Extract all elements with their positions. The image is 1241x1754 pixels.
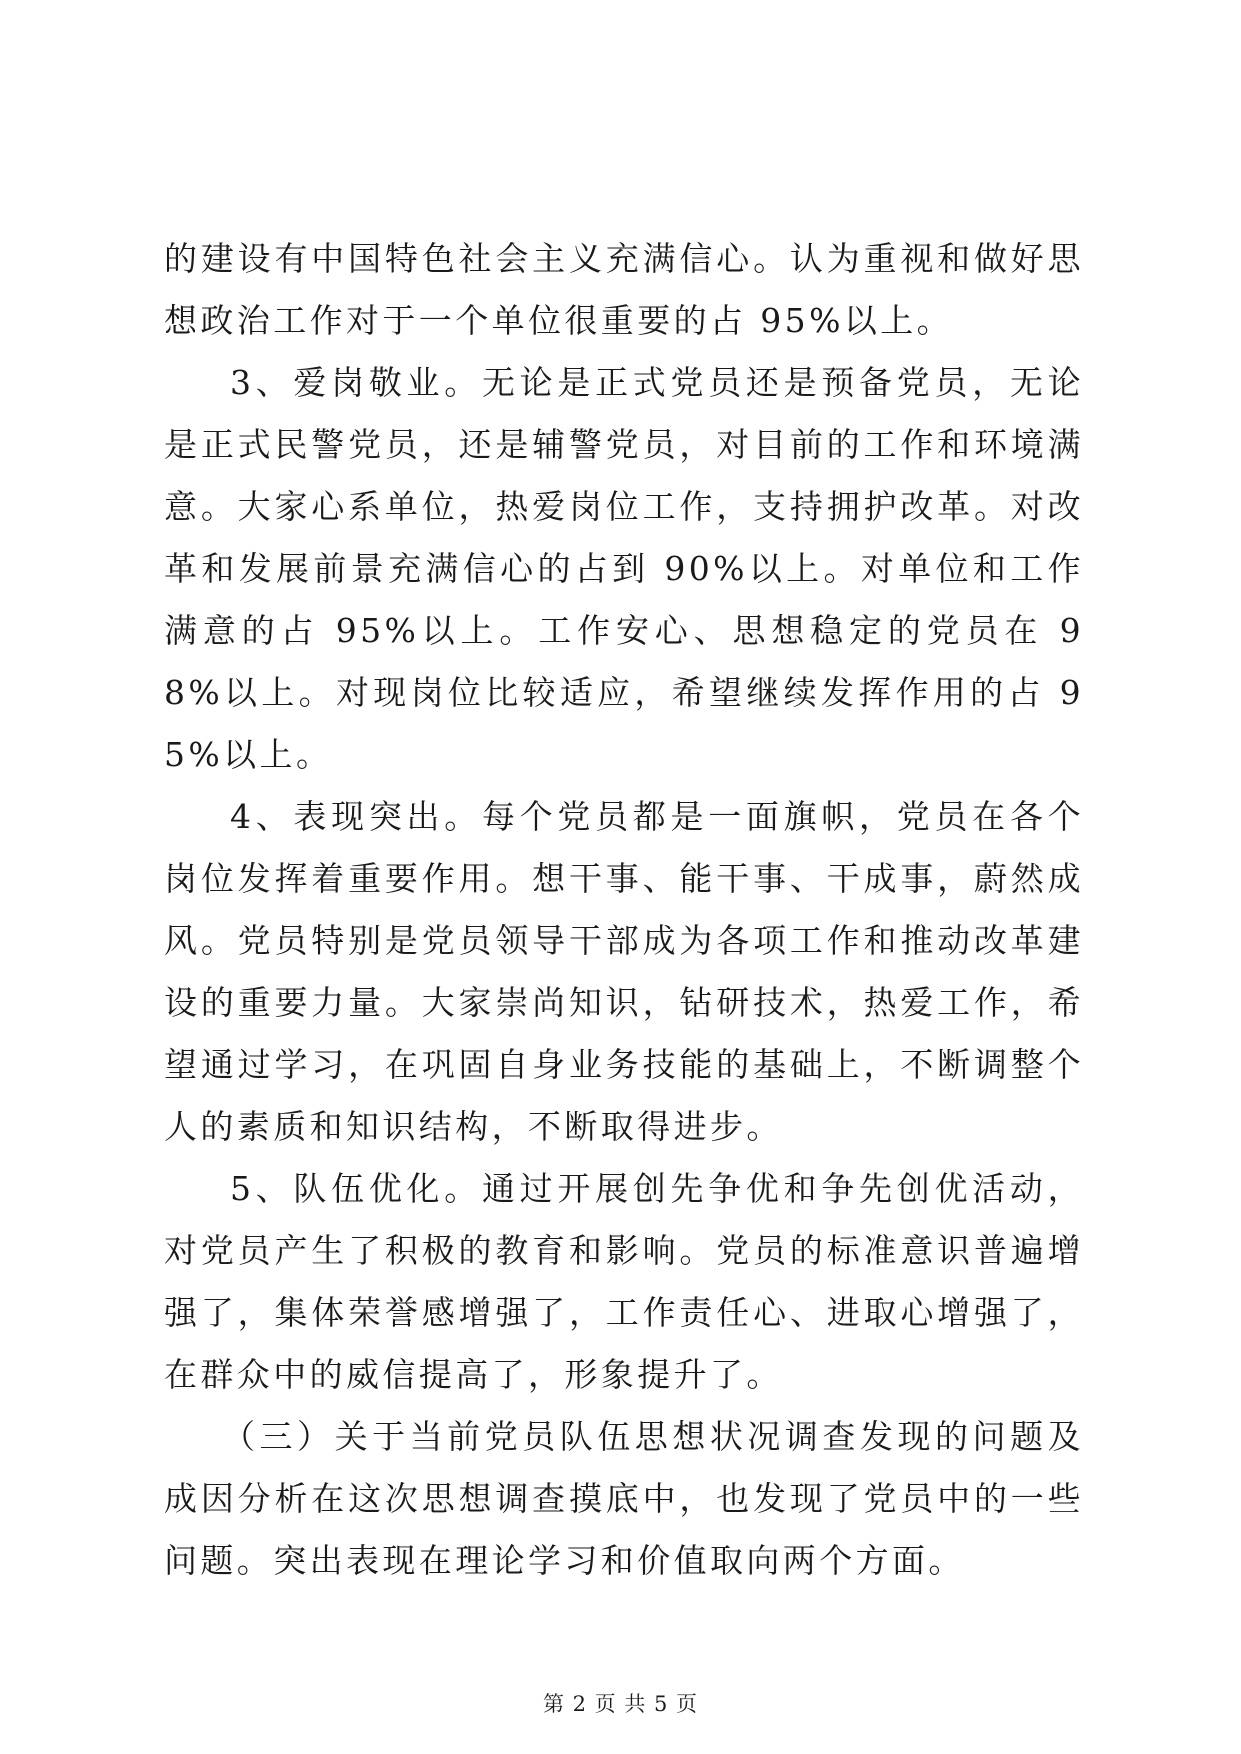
page-number-footer: 第 2 页 共 5 页 <box>542 1692 699 1716</box>
document-body <box>164 228 1084 1592</box>
paragraph-continuation: 的建设有中国特色社会主义充满信心。认为重视和做好思想政治工作对于一个单位很重要的占 95%以上。 <box>164 239 1084 340</box>
paragraph-item-3: 3、爱岗敬业。无论是正式党员还是预备党员，无论是正式民警党员，还是辅警党员，对目前的工作和环境满意。大家心系单位，热爱岗位工作，支持拥护改革。对改革和发展前景充满信心的占到 90%以上。对单位和工作满意的占 95%以上。工作安心、思想稳定的党员在 98%以上。对现岗位比较适应，希望继续发挥作用的占 95%以上。 <box>164 363 1084 774</box>
paragraph-section-3: （三）关于当前党员队伍思想状况调查发现的问题及成因分析在这次思想调查摸底中，也发现了党员中的一些问题。突出表现在理论学习和价值取向两个方面。 <box>164 1417 1084 1580</box>
paragraph-item-5: 5、队伍优化。通过开展创先争优和争先创优活动，对党员产生了积极的教育和影响。党员的标准意识普遍增强了，集体荣誉感增强了，工作责任心、进取心增强了，在群众中的威信提高了，形象提升了。 <box>164 1169 1084 1394</box>
paragraph-item-4: 4、表现突出。每个党员都是一面旗帜，党员在各个岗位发挥着重要作用。想干事、能干事、干成事，蔚然成风。党员特别是党员领导干部成为各项工作和推动改革建设的重要力量。大家崇尚知识，钻研技术，热爱工作，希望通过学习，在巩固自身业务技能的基础上，不断调整个人的素质和知识结构，不断取得进步。 <box>164 797 1084 1146</box>
